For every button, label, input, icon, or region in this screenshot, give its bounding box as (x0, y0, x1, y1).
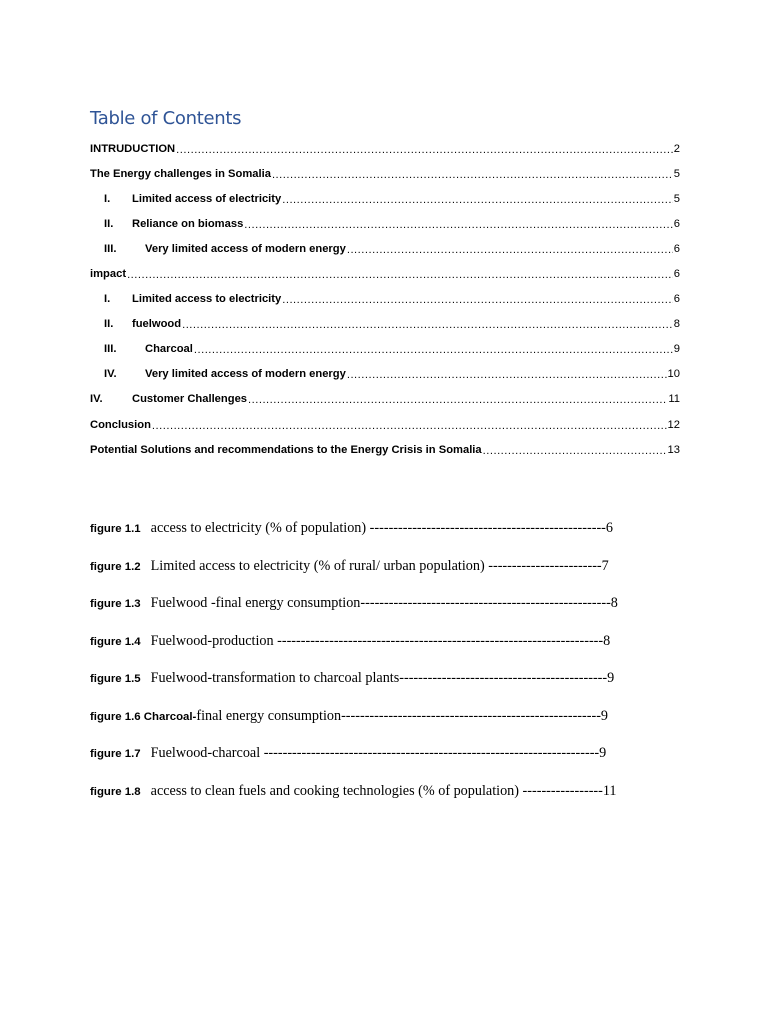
toc-entry-modern-energy[interactable] (90, 236, 680, 261)
figure-caption: final energy consumption-------------------------------------------------------9 (196, 707, 609, 724)
figure-caption: Fuelwood-charcoal -----------------------------------------------------------------------9 (150, 745, 607, 761)
toc-entry-page: 2 (673, 142, 680, 155)
figure-entry (90, 520, 690, 558)
toc-entry-label: Charcoal (145, 343, 193, 356)
toc-title: Table of Contents (90, 108, 242, 129)
figure-label: figure 1.5 (90, 673, 141, 685)
dot-leader (182, 319, 673, 331)
toc-entry-label: Customer Challenges (132, 393, 248, 406)
toc-entry-page: 9 (673, 343, 680, 356)
figure-caption: Fuelwood-transformation to charcoal plants--------------------------------------------9 (150, 670, 615, 686)
toc-entry-page: 8 (673, 318, 680, 331)
dot-leader (244, 219, 672, 231)
toc-entry-label: INTRUDUCTION (90, 142, 176, 155)
toc-entry-number: III. (104, 242, 117, 255)
toc-entry-page: 11 (668, 393, 680, 406)
table-of-contents (90, 136, 680, 462)
toc-entry-page: 6 (673, 268, 680, 281)
toc-entry-number: I. (104, 293, 111, 306)
figure-entry (90, 633, 690, 671)
toc-entry-impact-electricity[interactable] (90, 287, 680, 312)
toc-entry-number: II. (104, 217, 114, 230)
toc-entry-number: I. (104, 192, 111, 205)
toc-entry-label: Very limited access of modern energy (145, 368, 346, 381)
toc-entry-introduction[interactable] (90, 136, 680, 161)
figure-label: figure 1.1 (90, 523, 141, 535)
figure-label: figure 1.7 (90, 748, 141, 760)
toc-entry-number: II. (104, 318, 114, 331)
toc-entry-label: fuelwood (132, 318, 182, 331)
dot-leader (176, 144, 673, 156)
dot-leader (272, 169, 673, 181)
figure-entry (90, 670, 690, 708)
figure-label: figure 1.2 (90, 560, 141, 573)
figure-caption: Fuelwood-production ---------------------------------------------------------------------8 (150, 632, 611, 649)
dot-leader (282, 194, 673, 206)
toc-entry-label: The Energy challenges in Somalia (90, 167, 271, 180)
dot-leader (194, 344, 673, 356)
dot-leader (347, 244, 673, 256)
toc-entry-number: IV. (90, 393, 103, 406)
figure-caption: access to electricity (% of population) --------------------------------------------------6 (150, 520, 613, 536)
figure-entry (90, 745, 690, 783)
figure-caption: Limited access to electricity (% of rural/ urban population) ------------------------7 (150, 557, 609, 574)
toc-entry-label: Reliance on biomass (132, 217, 244, 230)
toc-entry-customer-challenges[interactable] (90, 387, 680, 412)
toc-entry-page: 5 (673, 192, 680, 205)
figure-entry (90, 595, 690, 633)
toc-entry-label: Very limited access of modern energy (145, 242, 346, 255)
toc-entry-label: Conclusion (90, 418, 151, 431)
toc-entry-page: 6 (673, 293, 680, 306)
list-of-figures (90, 520, 690, 820)
toc-entry-potential-solutions[interactable] (90, 437, 680, 462)
toc-entry-label: Limited access to electricity (132, 293, 282, 306)
toc-entry-label: impact (90, 268, 127, 281)
figure-caption: Fuelwood -final energy consumption-----------------------------------------------------8 (150, 595, 618, 611)
toc-entry-label: Potential Solutions and recommendations to the Energy Crisis in Somalia (90, 443, 482, 456)
dot-leader (248, 394, 667, 406)
dot-leader (347, 369, 667, 381)
figure-entry (90, 783, 690, 821)
figure-label: figure 1.4 (90, 635, 141, 648)
dot-leader (483, 445, 667, 457)
toc-entry-fuelwood[interactable] (90, 312, 680, 337)
toc-entry-reliance-biomass[interactable] (90, 211, 680, 236)
toc-entry-page: 6 (673, 242, 680, 255)
figure-caption: access to clean fuels and cooking technologies (% of population) -----------------11 (150, 782, 617, 799)
dot-leader (127, 269, 673, 281)
toc-entry-label: Limited access of electricity (132, 192, 282, 205)
toc-entry-page: 10 (667, 368, 680, 381)
toc-entry-page: 12 (667, 418, 680, 431)
dot-leader (282, 294, 673, 306)
toc-entry-limited-access-electricity[interactable] (90, 186, 680, 211)
figure-entry (90, 708, 690, 746)
toc-entry-conclusion[interactable] (90, 412, 680, 437)
toc-entry-energy-challenges[interactable] (90, 161, 680, 186)
figure-label: figure 1.8 (90, 785, 141, 798)
toc-entry-number: IV. (104, 368, 117, 381)
dot-leader (152, 420, 667, 432)
toc-entry-impact-modern-energy[interactable] (90, 362, 680, 387)
toc-entry-number: III. (104, 343, 117, 356)
figure-label: figure 1.3 (90, 598, 141, 610)
figure-entry (90, 558, 690, 596)
toc-entry-charcoal[interactable] (90, 337, 680, 362)
toc-entry-page: 13 (667, 443, 680, 456)
toc-entry-impact[interactable] (90, 261, 680, 286)
figure-label: figure 1.6 Charcoal- (90, 710, 197, 723)
toc-entry-page: 5 (673, 167, 680, 180)
toc-entry-page: 6 (673, 217, 680, 230)
